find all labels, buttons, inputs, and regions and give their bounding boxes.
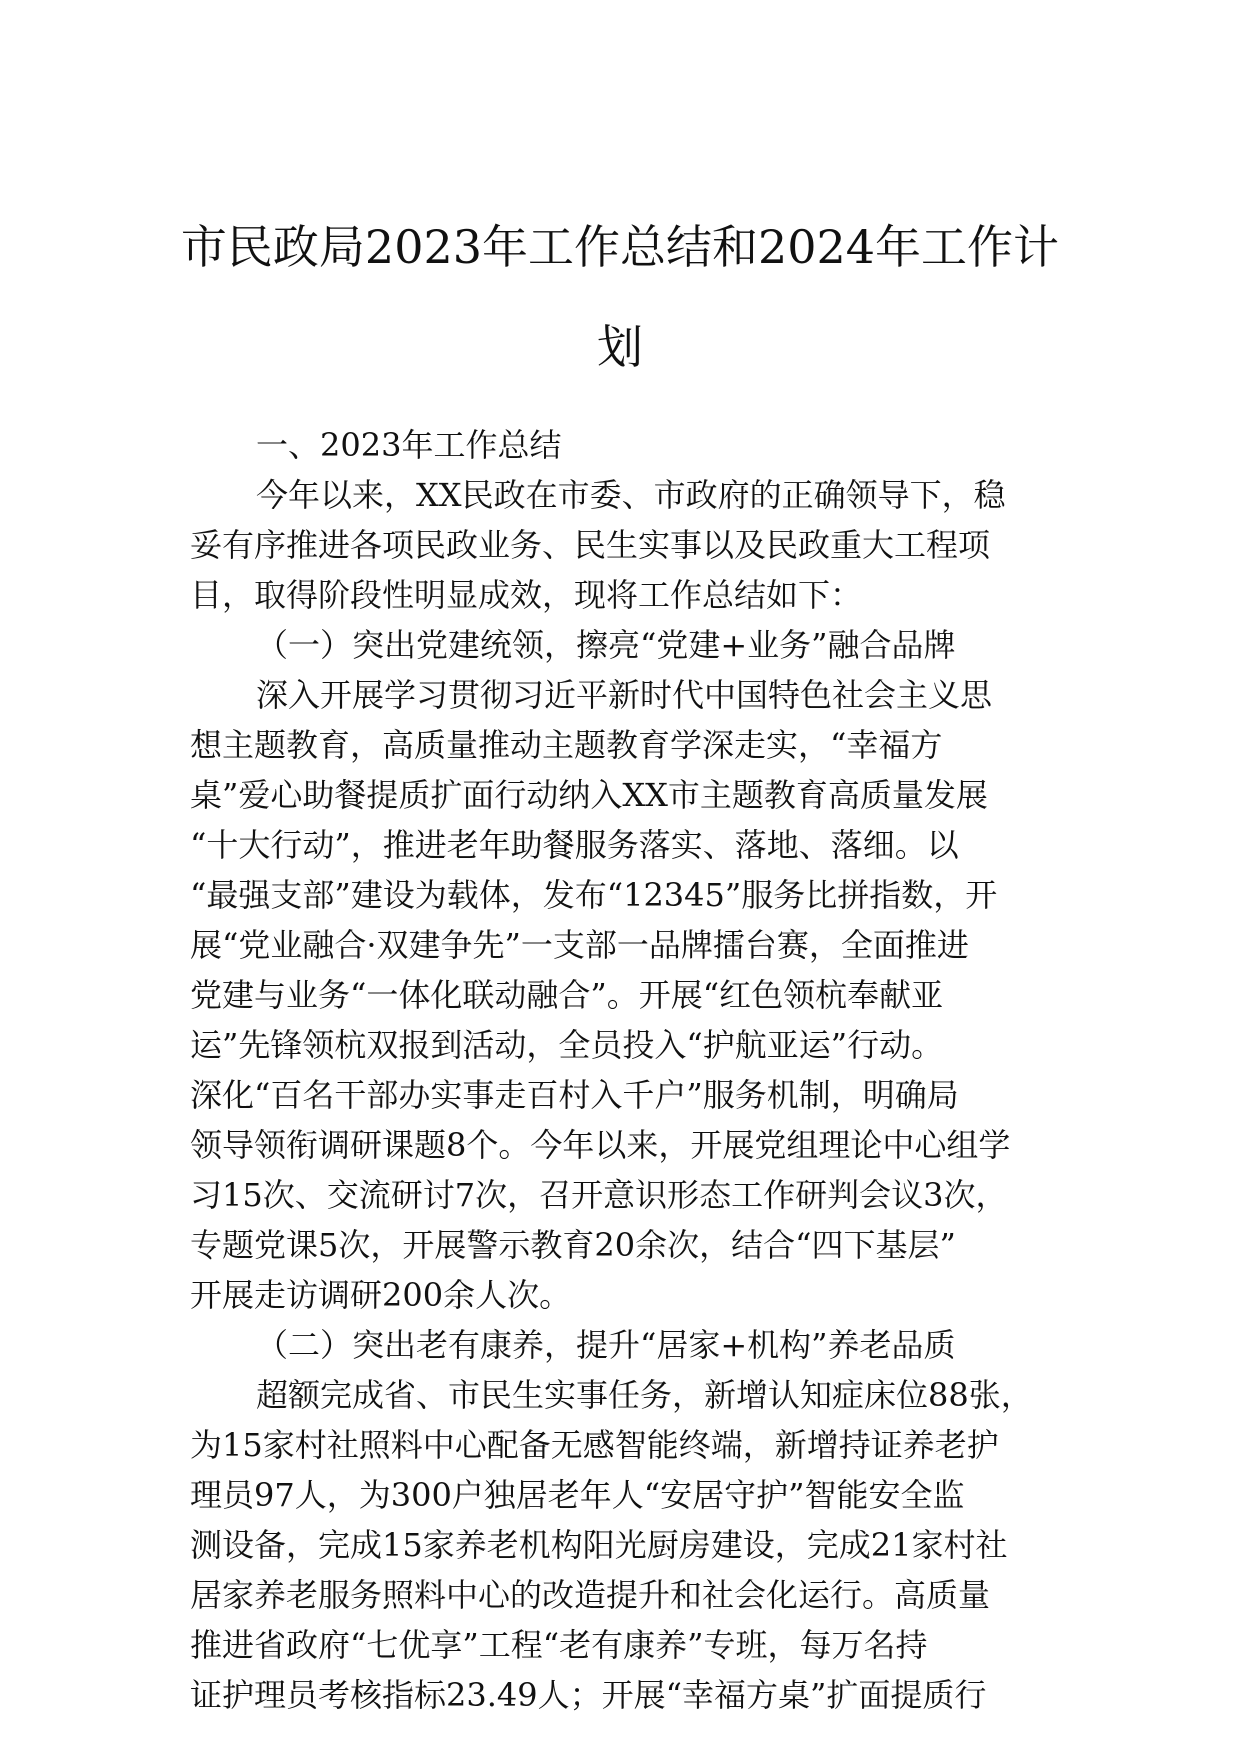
paragraph-line: 目，取得阶段性明显成效，现将工作总结如下：	[190, 576, 863, 614]
paragraph-line: 想主题教育，高质量推动主题教育学深走实，“幸福方	[190, 726, 943, 764]
document-body	[190, 420, 1090, 1720]
paragraph-line: 今年以来，XX民政在市委、市政府的正确领导下，稳	[256, 476, 1006, 514]
paragraph-line: 展“党业融合·双建争先”一支部一品牌擂台赛，全面推进	[190, 926, 969, 964]
paragraph-line: 妥有序推进各项民政业务、民生实事以及民政重大工程项	[190, 526, 991, 564]
title-line-2: 划	[597, 320, 643, 374]
paragraph-line: 为15家村社照料中心配备无感智能终端，新增持证养老护	[190, 1426, 999, 1464]
document-title	[150, 197, 1090, 397]
paragraph-line: 理员97人，为300户独居老年人“安居守护”智能安全监	[190, 1476, 965, 1514]
paragraph-line: “十大行动”，推进老年助餐服务落实、落地、落细。以	[190, 826, 959, 864]
subsection-heading: （一）突出党建统领，擦亮“党建+业务”融合品牌	[256, 626, 956, 664]
paragraph-line: 运”先锋领杭双报到活动，全员投入“护航亚运”行动。	[190, 1026, 944, 1064]
subsection-heading: （二）突出老有康养，提升“居家+机构”养老品质	[256, 1326, 956, 1364]
paragraph-line: 居家养老服务照料中心的改造提升和社会化运行。高质量	[190, 1576, 991, 1614]
paragraph-line: 测设备，完成15家养老机构阳光厨房建设，完成21家村社	[190, 1526, 1008, 1564]
paragraph-line: 深入开展学习贯彻习近平新时代中国特色社会主义思	[256, 676, 993, 714]
paragraph-line: 开展走访调研200余人次。	[190, 1276, 572, 1314]
paragraph-line: 领导领衔调研课题8个。今年以来，开展党组理论中心组学	[190, 1126, 1011, 1164]
paragraph-line: 党建与业务“一体化联动融合”。开展“红色领杭奉献亚	[190, 976, 944, 1014]
paragraph-line: 桌”爱心助餐提质扩面行动纳入XX市主题教育高质量发展	[190, 776, 988, 814]
title-line-1: 市民政局2023年工作总结和2024年工作计	[180, 220, 1060, 274]
paragraph-line: 习15次、交流研讨7次，召开意识形态工作研判会议3次，	[190, 1176, 1008, 1214]
paragraph-line: 推进省政府“七优享”工程“老有康养”专班，每万名持	[190, 1626, 928, 1664]
paragraph-line: 深化“百名干部办实事走百村入千户”服务机制，明确局	[190, 1076, 959, 1114]
section-heading: 一、2023年工作总结	[256, 426, 562, 464]
paragraph-line: “最强支部”建设为载体，发布“12345”服务比拼指数，开	[190, 876, 998, 914]
paragraph-line: 证护理员考核指标23.49人；开展“幸福方桌”扩面提质行	[190, 1676, 987, 1714]
paragraph-line: 超额完成省、市民生实事任务，新增认知症床位88张，	[256, 1376, 1033, 1414]
paragraph-line: 专题党课5次，开展警示教育20余次，结合“四下基层”	[190, 1226, 956, 1264]
